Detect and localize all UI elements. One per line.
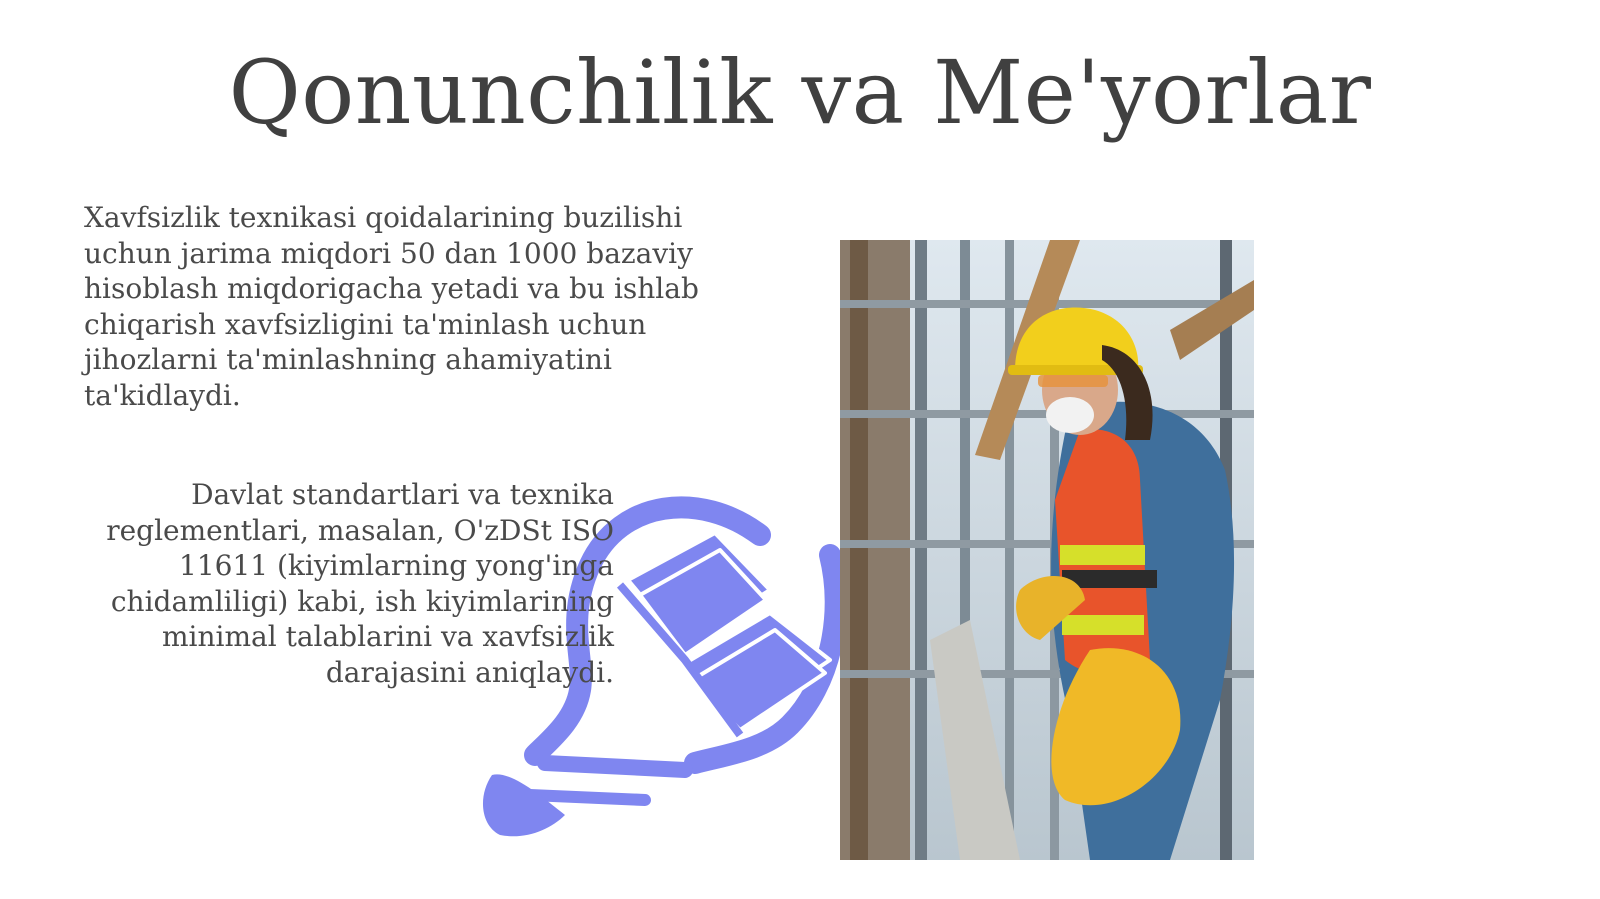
slide-title: Qonunchilik va Me'yorlar — [228, 41, 1372, 144]
paragraph-standards: Davlat standartlari va texnika reglementlari, masalan, O'zDSt ISO 11611 (kiyimlarning yong'inga chidamliligi) kabi, ish kiyimlarining minimal talablarini va xavfsizlik darajasini aniqlaydi. — [106, 478, 614, 689]
paragraph-fines: Xavfsizlik texnikasi qoidalarining buzilishi uchun jarima miqdori 50 dan 1000 bazaviy hisoblash miqdorigacha yetadi va bu ishlab chiqarish xavfsizligini ta'minlash uchun jihozlarni ta'minlashning ahamiyatini ta'kidlaydi. — [84, 201, 699, 412]
construction-worker-photo — [840, 240, 1254, 860]
